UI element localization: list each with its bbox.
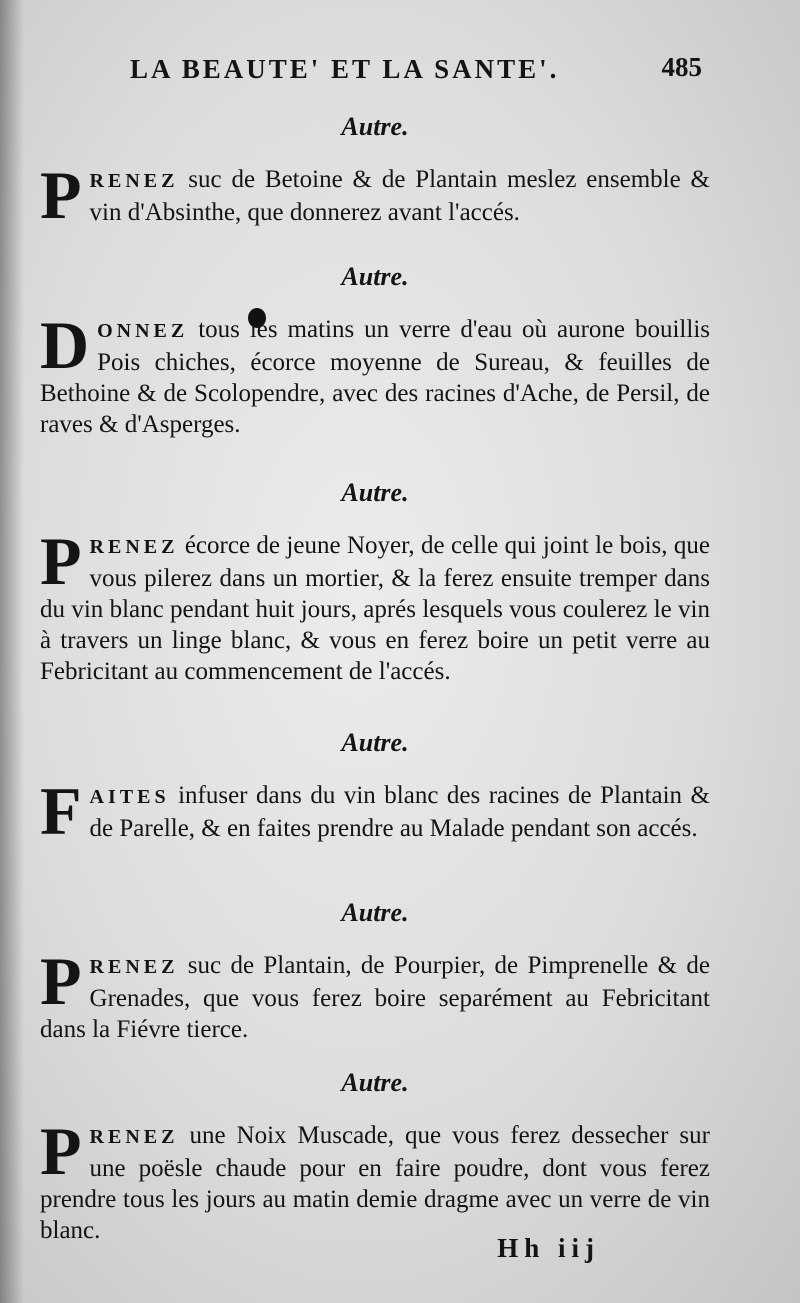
drop-cap: P [40,157,82,233]
lead-word: RENEZ [89,170,179,192]
binding-shadow [0,0,24,1303]
recipe-section-4 [40,728,710,849]
lead-word: RENEZ [89,956,179,978]
drop-cap: D [40,307,90,383]
recipe-body: suc de Betoine & de Plantain meslez ensemble & vin d'Absinthe, que donnerez avant l'accés. [89,166,710,226]
recipe-body: une Noix Muscade, que vous ferez dessecher sur une poësle chaude pour en faire poudre, dont vous ferez prendre tous les jours au matin demie dragme avec un verre de vin blanc. [40,1122,710,1244]
section-heading: Autre. [341,262,409,291]
recipe-section-3 [40,478,710,687]
recipe-text [40,157,710,233]
recipe-text [40,943,710,1045]
recipe-text [40,1113,710,1246]
recipe-body: écorce de jeune Noyer, de celle qui joint le bois, que vous pilerez dans un mortier, & la ferez ensuite tremper dans du vin blanc pendant huit jours, aprés lesquels vous coulerez le vin à travers un linge blanc, & vous en ferez boire un petit verre au Febricitant au commencement de l'accés. [40,532,710,685]
section-heading: Autre. [341,898,409,927]
section-heading: Autre. [341,728,409,757]
drop-cap: P [40,943,82,1019]
recipe-body: infuser dans du vin blanc des racines de Plantain & de Parelle, & en faites prendre au Malade pendant son accés. [89,782,710,842]
section-heading: Autre. [341,478,409,507]
running-title: LA BEAUTE' ET LA SANTE'. [130,54,560,84]
lead-word: ONNEZ [97,320,189,342]
lead-word: RENEZ [89,1126,179,1148]
recipe-section-6 [40,1068,710,1246]
section-heading: Autre. [341,1068,409,1097]
section-heading: Autre. [341,112,409,141]
page-number: 485 [661,52,702,82]
lead-word: RENEZ [89,536,179,558]
drop-cap: F [40,773,82,849]
lead-word: AITES [89,786,170,808]
drop-cap: P [40,1113,82,1189]
recipe-text [40,523,710,687]
drop-cap: P [40,523,82,599]
recipe-body: tous les matins un verre d'eau où aurone bouillis Pois chiches, écorce moyenne de Sureau, & feuilles de Bethoine & de Scolopendre, avec des racines d'Ache, de Persil, de raves & d'Asperges. [40,316,710,438]
recipe-body: suc de Plantain, de Pourpier, de Pimprenelle & de Grenades, que vous ferez boire separément au Febricitant dans la Fiévre tierce. [40,952,710,1043]
recipe-text [40,773,710,849]
recipe-section-1 [40,112,710,233]
signature-mark: Hh iij [497,1233,600,1263]
recipe-text [40,307,710,440]
recipe-section-2 [40,262,710,440]
page-header [0,48,800,92]
recipe-section-5 [40,898,710,1045]
